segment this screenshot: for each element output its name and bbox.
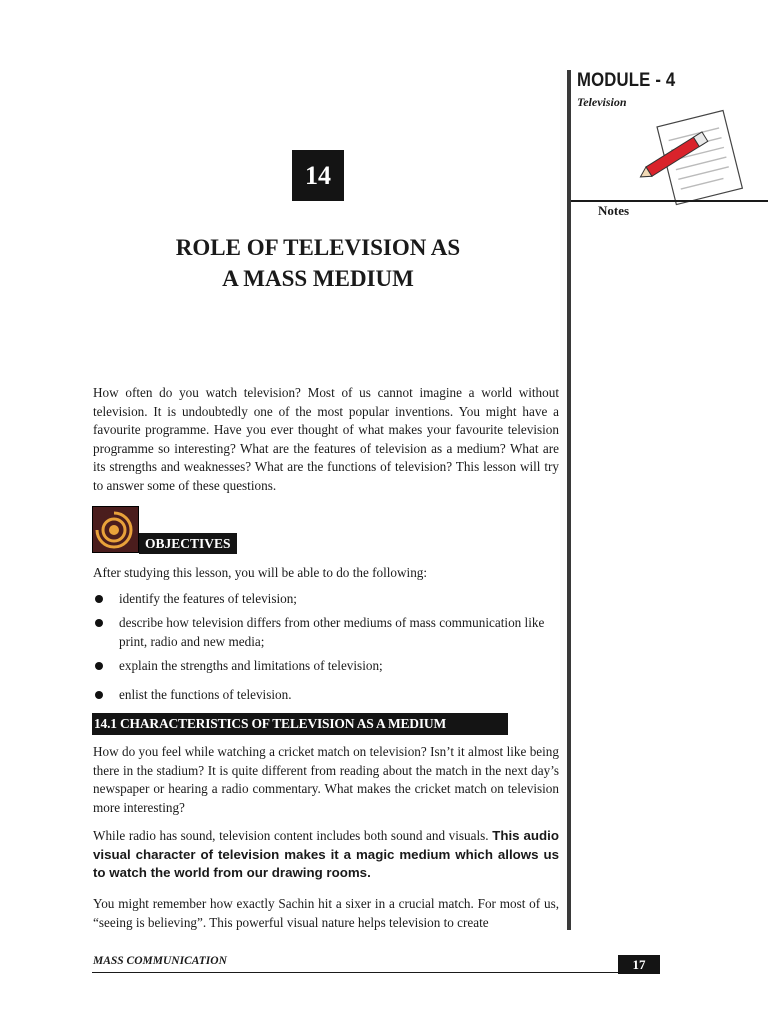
objective-text: enlist the functions of television. xyxy=(119,687,292,702)
section-paragraph-2-emphasis: This audio visual character of television makes it a magic medium which allows us to watch the world from our drawing rooms. xyxy=(93,828,559,881)
section-paragraph-2-text: While radio has sound, television content includes both sound and visuals. xyxy=(93,828,493,843)
notepad-pencil-icon xyxy=(638,104,748,210)
chapter-title xyxy=(120,232,516,294)
margin-rule xyxy=(567,70,571,930)
objective-text: explain the strengths and limitations of television; xyxy=(119,658,383,673)
bullet-icon xyxy=(95,662,103,670)
bullet-icon xyxy=(95,691,103,699)
objectives-heading: OBJECTIVES xyxy=(139,533,237,554)
page-number: 17 xyxy=(618,955,660,974)
chapter-title-line-1: ROLE OF TELEVISION AS xyxy=(175,235,461,260)
objective-text: identify the features of television; xyxy=(119,591,297,606)
bullet-icon xyxy=(95,595,103,603)
objective-text: describe how television differs from other mediums of mass communication like print, radio and new media; xyxy=(119,615,545,649)
notes-label: Notes xyxy=(598,203,630,218)
chapter-number: 14 xyxy=(292,150,344,201)
section-paragraph-1: How do you feel while watching a cricket match on television? Isn’t it almost like being there in the stadium? It is quite different from reading about the match in the next day’s newspaper or hearing a radio commentary. What makes the cricket match on television more interesting? xyxy=(93,744,559,815)
bullet-icon xyxy=(95,619,103,627)
objectives-target-icon xyxy=(92,506,139,553)
module-subject: Television xyxy=(577,95,627,109)
notes-rule xyxy=(571,200,768,202)
section-heading: 14.1 CHARACTERISTICS OF TELEVISION AS A MEDIUM xyxy=(92,713,508,735)
section-paragraph-3: You might remember how exactly Sachin hit a sixer in a crucial match. For most of us, “seeing is believing”. This powerful visual nature helps television to create xyxy=(93,896,559,930)
footer-course-name: MASS COMMUNICATION xyxy=(93,955,227,967)
intro-paragraph: How often do you watch television? Most of us cannot imagine a world without television. It is undoubtedly one of the most popular inventions. You might have a favourite programme. Have you ever thought of what makes your favourite television programme so interesting? What are the features of television as a medium? What are its strengths and weaknesses? What are the functions of television? This lesson will try to answer some of these questions. xyxy=(93,385,559,493)
objectives-lead: After studying this lesson, you will be able to do the following: xyxy=(93,565,428,580)
module-title: MODULE - 4 xyxy=(577,70,676,91)
section-paragraph-2 xyxy=(93,827,559,883)
chapter-title-line-2: A MASS MEDIUM xyxy=(222,266,414,291)
footer-rule xyxy=(92,972,660,973)
